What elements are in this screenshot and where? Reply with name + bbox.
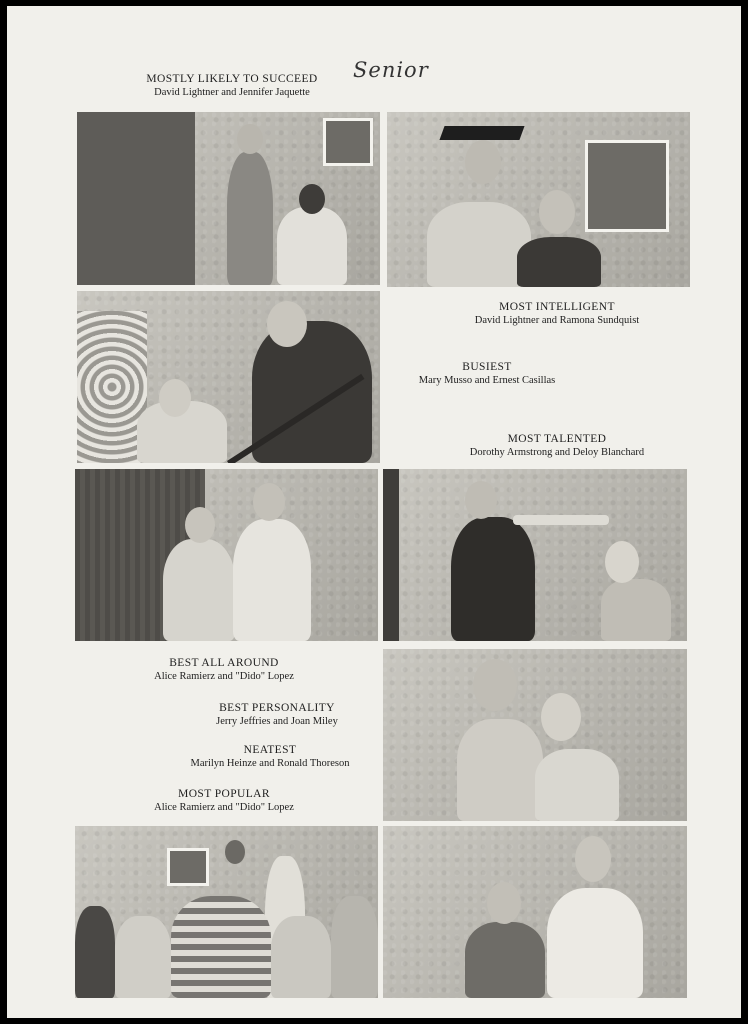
award-caption	[165, 743, 375, 771]
award-caption	[109, 787, 339, 815]
award-caption	[387, 360, 587, 388]
graduation-cap-couple-photo	[387, 112, 690, 287]
page-title: Senior	[353, 58, 429, 82]
award-names: Alice Ramierz and "Dido" Lopez	[154, 802, 294, 813]
award-caption	[187, 701, 367, 729]
award-caption	[109, 656, 339, 684]
staircase-couple-photo	[77, 291, 380, 463]
award-title: MOST TALENTED	[507, 433, 607, 445]
award-title: BEST ALL AROUND	[169, 657, 279, 669]
award-names: Marilyn Heinze and Ronald Thoreson	[190, 758, 350, 769]
award-title: MOST INTELLIGENT	[499, 301, 615, 313]
couple-standing-photo	[75, 469, 378, 641]
couple-at-desk-photo	[77, 112, 380, 285]
award-caption	[407, 432, 707, 460]
award-names: Alice Ramierz and "Dido" Lopez	[154, 671, 294, 682]
award-title: MOST POPULAR	[178, 788, 270, 800]
yearbook-page	[7, 6, 741, 1018]
award-names: David Lightner and Jennifer Jaquette	[154, 87, 310, 98]
award-title: BUSIEST	[462, 361, 512, 373]
award-title: NEATEST	[243, 744, 297, 756]
award-names: Jerry Jeffries and Joan Miley	[216, 716, 338, 727]
award-title: MOSTLY LIKELY TO SUCCEED	[146, 73, 318, 85]
award-title: BEST PERSONALITY	[219, 702, 335, 714]
group-crowd-photo	[75, 826, 378, 998]
award-names: David Lightner and Ramona Sundquist	[474, 315, 640, 326]
couple-in-hallway-photo	[383, 826, 687, 998]
award-caption	[402, 300, 712, 328]
award-names: Dorothy Armstrong and Deloy Blanchard	[469, 447, 645, 458]
smiling-couple-photo	[383, 649, 687, 821]
award-names: Mary Musso and Ernest Casillas	[418, 375, 556, 386]
trumpet-player-photo	[383, 469, 687, 641]
award-caption	[107, 72, 357, 100]
